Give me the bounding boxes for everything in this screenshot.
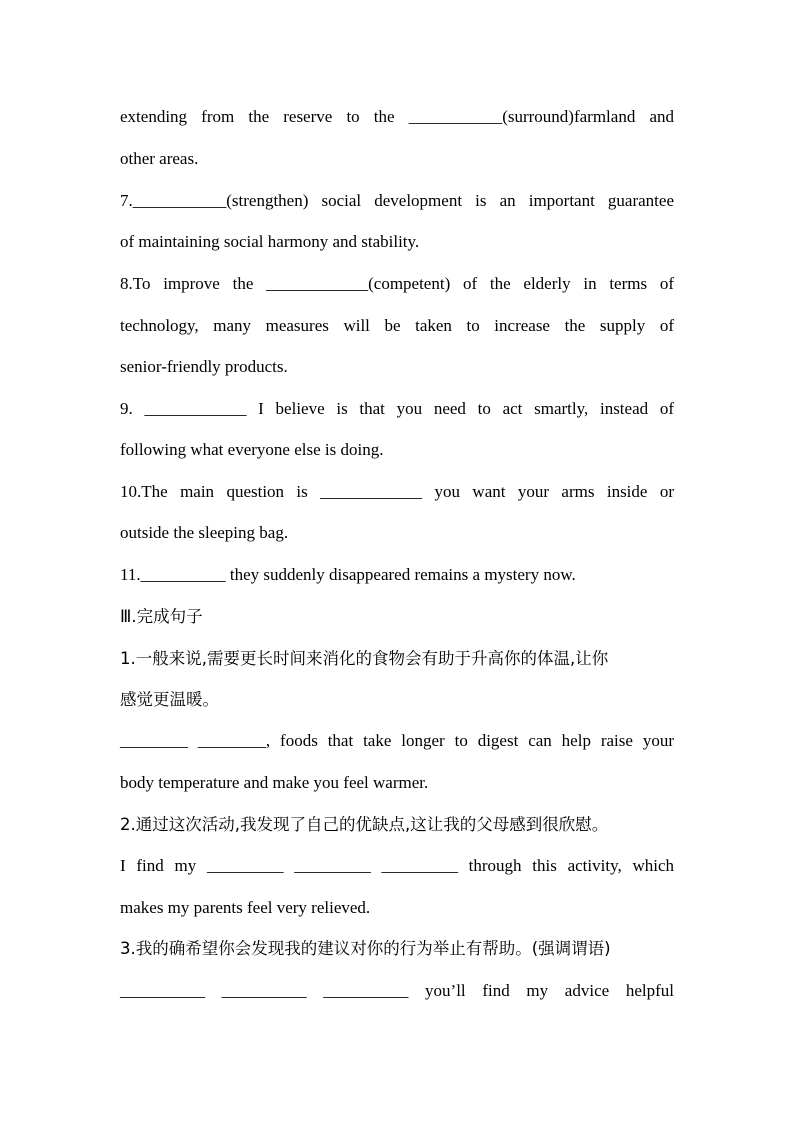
- text-line: makes my parents feel very relieved.: [120, 898, 371, 917]
- text-line: body temperature and make you feel warmer.: [120, 773, 429, 792]
- exercise-item-9: 9. ____________ I believe is that you need to act smartly, instead of: [120, 399, 674, 418]
- section-heading: Ⅲ.完成句子: [120, 607, 203, 626]
- chinese-prompt-2: 2.通过这次活动,我发现了自己的优缺点,这让我的父母感到很欣慰。: [120, 815, 609, 834]
- chinese-prompt-1: 1.一般来说,需要更长时间来消化的食物会有助于升高你的体温,让你: [120, 649, 609, 668]
- exercise-item-11: 11.__________ they suddenly disappeared remains a mystery now.: [120, 565, 576, 584]
- text-line: outside the sleeping bag.: [120, 523, 289, 542]
- chinese-prompt-1-cont: 感觉更温暖。: [120, 690, 219, 709]
- text-line: technology, many measures will be taken to increase the supply of: [120, 316, 674, 335]
- sentence-3: __________ __________ __________ you’ll find my advice helpful: [120, 981, 674, 1000]
- exercise-item-7: 7.___________(strengthen) social development is an important guarantee: [120, 191, 674, 210]
- text-line: extending from the reserve to the ___________(surround)farmland and: [120, 107, 674, 126]
- exercise-item-10: 10.The main question is ____________ you want your arms inside or: [120, 482, 674, 501]
- sentence-2: I find my _________ _________ _________ through this activity, which: [120, 856, 674, 875]
- chinese-prompt-3: 3.我的确希望你会发现我的建议对你的行为举止有帮助。(强调谓语): [120, 939, 611, 958]
- exercise-item-8: 8.To improve the ____________(competent) of the elderly in terms of: [120, 274, 674, 293]
- text-line: following what everyone else is doing.: [120, 440, 384, 459]
- text-line: other areas.: [120, 149, 199, 168]
- text-line: senior-friendly products.: [120, 357, 288, 376]
- sentence-1: ________ ________, foods that take longer to digest can help raise your: [120, 731, 674, 750]
- text-line: of maintaining social harmony and stability.: [120, 232, 420, 251]
